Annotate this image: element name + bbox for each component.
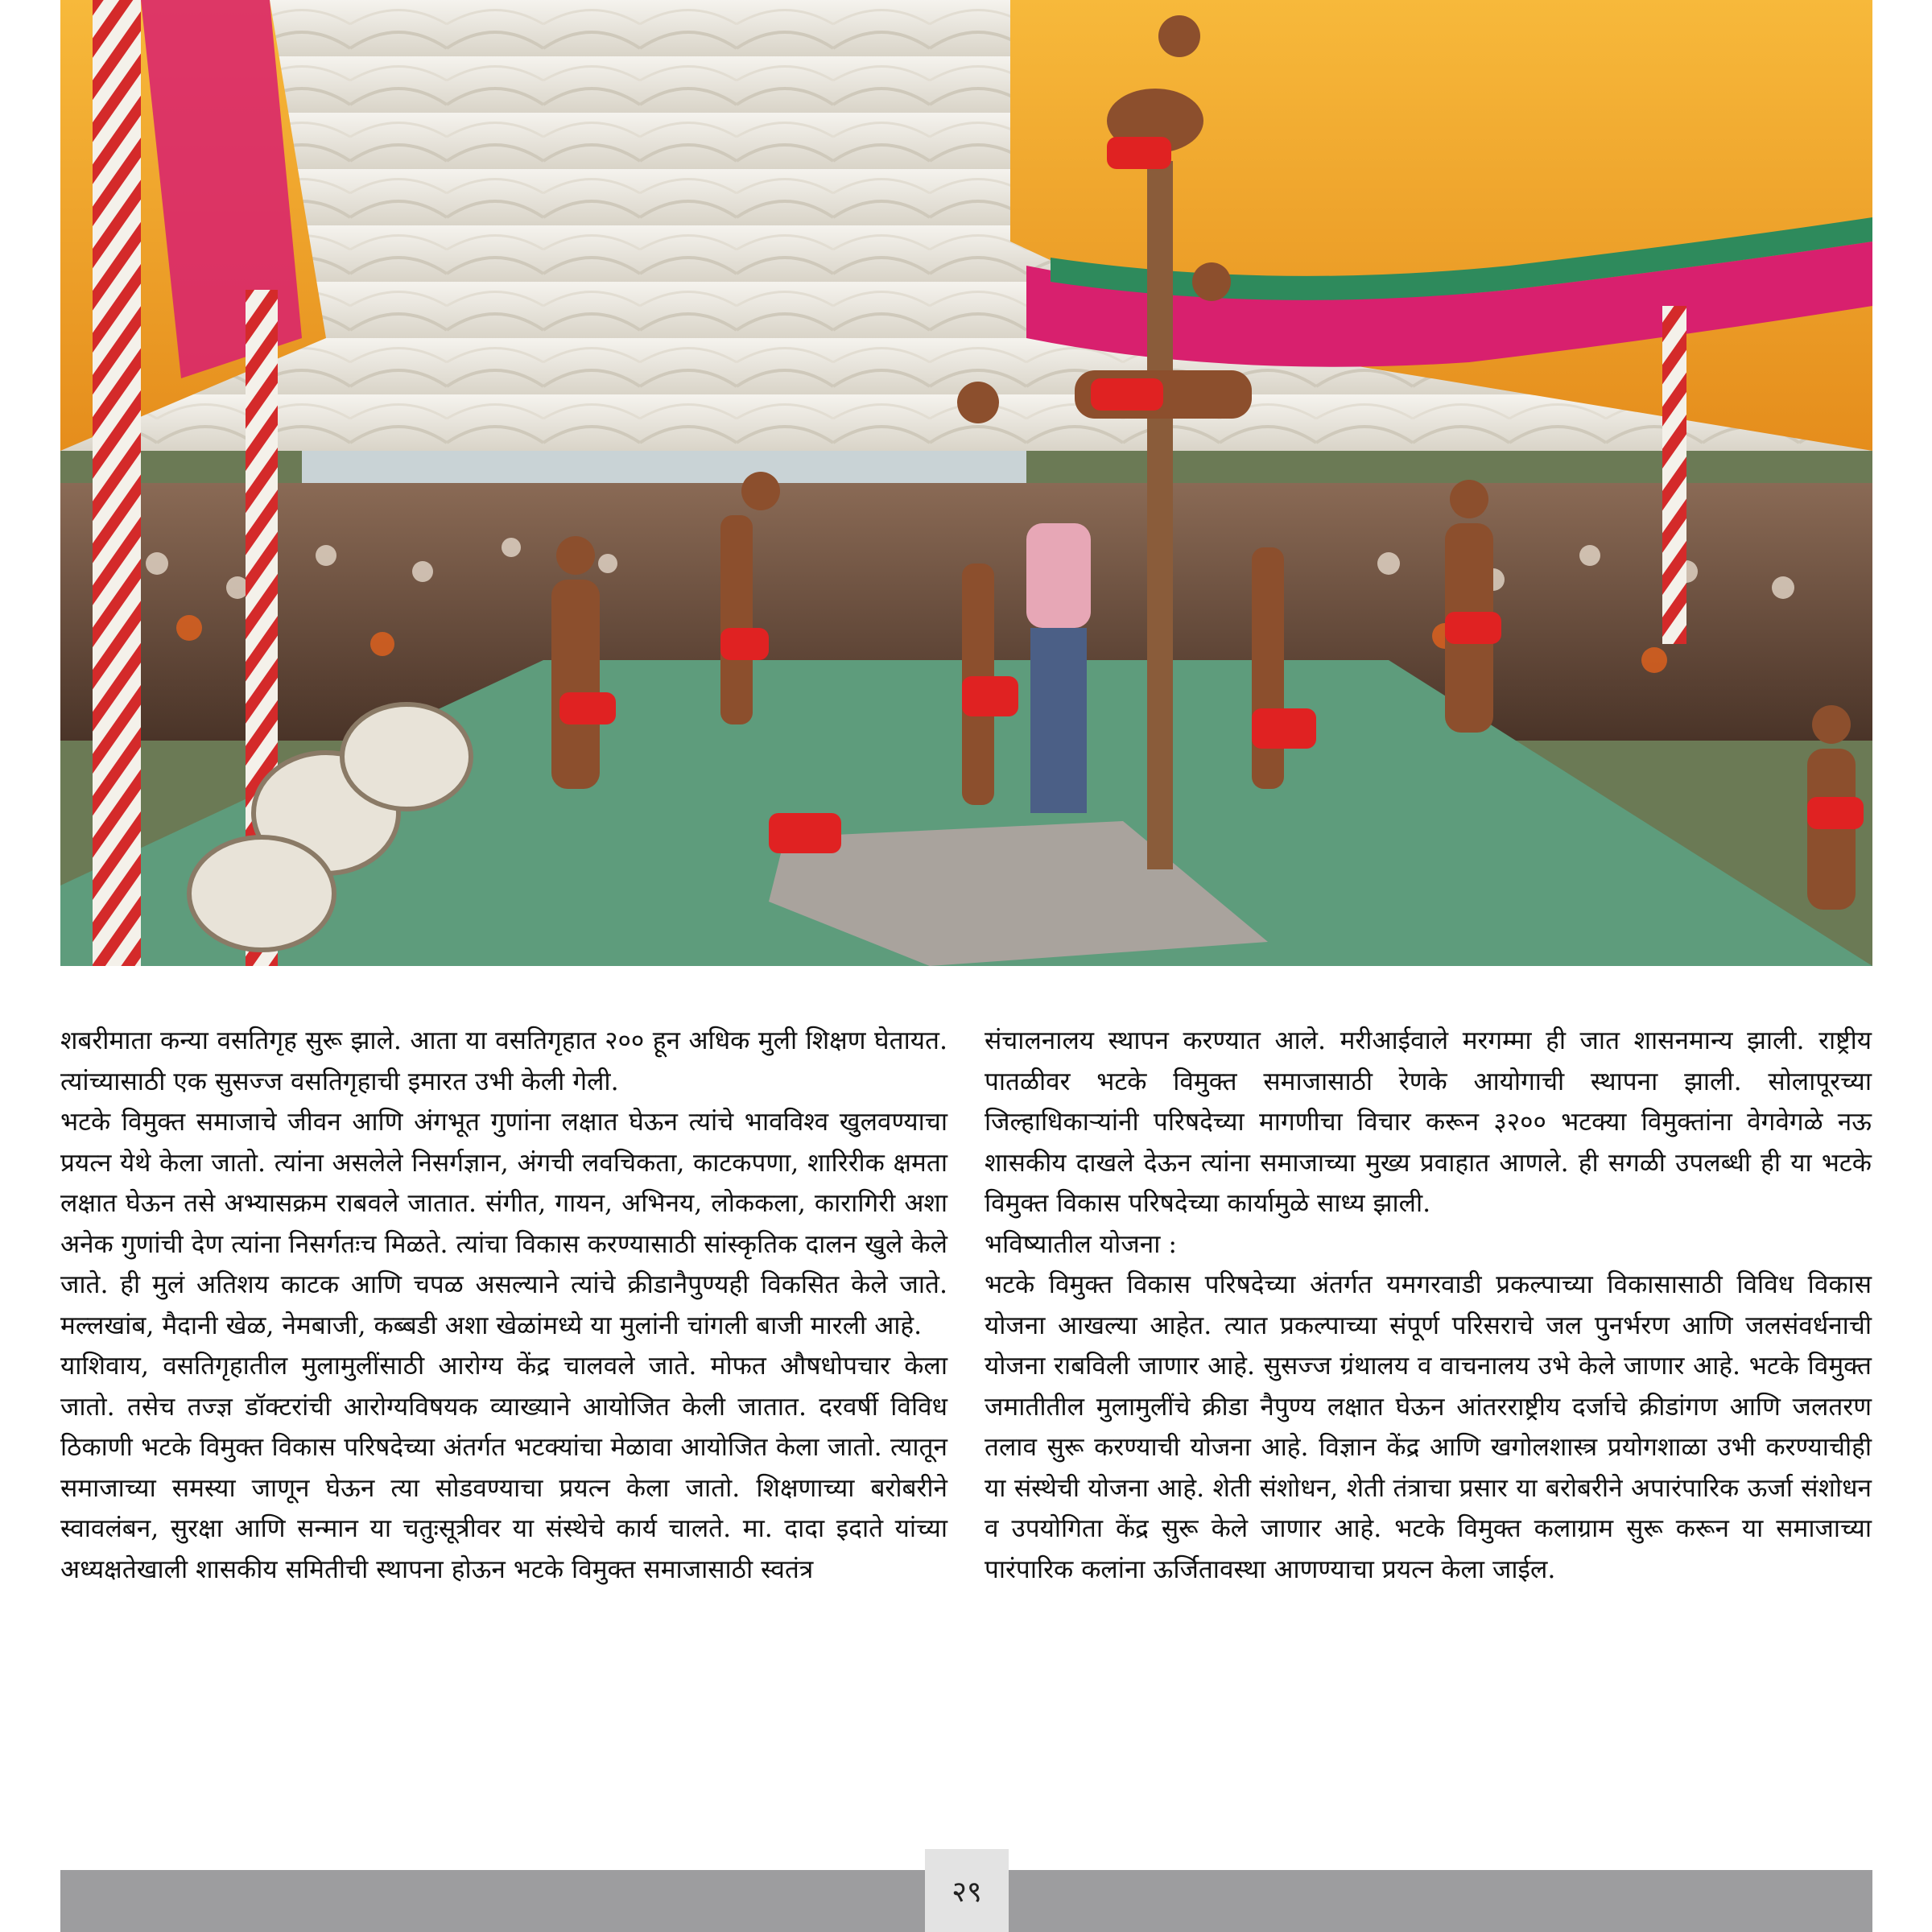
- section-heading: भविष्यातील योजना :: [985, 1229, 1177, 1259]
- paragraph: संचालनालय स्थापन करण्यात आले. मरीआईवाले मरगम्मा ही जात शासनमान्य झाली. राष्ट्रीय पातळीवर भटके विमुक्त समाजासाठी रेणके आयोगाची स्थापना झाली. सोलापूरच्या जिल्हाधिकाऱ्यांनी परिषदेच्या मागणीचा विचार करून ३२०० भटक्या विमुक्तांना वेगवेगळे नऊ शासकीय दाखले देऊन त्यांना समाजाच्या मुख्य प्रवाहात आणले. ही सगळी उपलब्धी ही या भटके विमुक्त विकास परिषदेच्या कार्यामुळे साध्य झाली.: [985, 1026, 1872, 1218]
- right-column: [985, 1021, 1872, 1590]
- page-number-box: [925, 1849, 1009, 1932]
- page-number: २९: [952, 1876, 982, 1909]
- photo-image: [60, 0, 1872, 966]
- left-column: [60, 1021, 947, 1590]
- paragraph: शबरीमाता कन्या वसतिगृह सुरू झाले. आता या वसतिगृहात २०० हून अधिक मुली शिक्षण घेतायत. त्यांच्यासाठी एक सुसज्ज वसतिगृहाची इमारत उभी केली गेली.: [60, 1026, 947, 1096]
- paragraph: भटके विमुक्त विकास परिषदेच्या अंतर्गत यमगरवाडी प्रकल्पाच्या विकासासाठी विविध विकास योजना आखल्या आहेत. त्यात प्रकल्पाच्या संपूर्ण परिसराचे जल पुनर्भरण आणि जलसंवर्धनाची योजना राबविली जाणार आहे. सुसज्ज ग्रंथालय व वाचनालय उभे केले जाणार आहे. भटके विमुक्त जमातीतील मुलामुलींचे क्रीडा नैपुण्य लक्षात घेऊन आंतरराष्ट्रीय दर्जाचे क्रीडांगण आणि जलतरण तलाव सुरू करण्याची योजना आहे. विज्ञान केंद्र आणि खगोलशास्त्र प्रयोगशाळा उभी करण्याचीही या संस्थेची योजना आहे. शेती संशोधन, शेती तंत्राचा प्रसार या बरोबरीने अपारंपारिक ऊर्जा संशोधन व उपयोगिता केंद्र सुरू केले जाणार आहे. भटके विमुक्त कलाग्राम सुरू करून या समाजाच्या पारंपारिक कलांना ऊर्जितावस्था आणण्याचा प्रयत्न केला जाईल.: [985, 1270, 1872, 1584]
- paragraph: भटके विमुक्त समाजाचे जीवन आणि अंगभूत गुणांना लक्षात घेऊन त्यांचे भावविश्व खुलवण्याचा प्रयत्न येथे केला जातो. त्यांना असलेले निसर्गज्ञान, अंगची लवचिकता, काटकपणा, शारिरीक क्षमता लक्षात घेऊन तसे अभ्यासक्रम राबवले जातात. संगीत, गायन, अभिनय, लोककला, कारागिरी अशा अनेक गुणांची देण त्यांना निसर्गतःच मिळते. त्यांचा विकास करण्यासाठी सांस्कृतिक दालन खुले केले जाते. ही मुलं अतिशय काटक आणि चपळ असल्याने त्यांचे क्रीडानैपुण्यही विकसित केले जाते. मल्लखांब, मैदानी खेळ, नेमबाजी, कब्बडी अशा खेळांमध्ये या मुलांनी चांगली बाजी मारली आहे.: [60, 1108, 947, 1340]
- mallakhamb-photo: [60, 0, 1872, 966]
- paragraph: याशिवाय, वसतिगृहातील मुलामुलींसाठी आरोग्य केंद्र चालवले जाते. मोफत औषधोपचार केला जातो. तसेच तज्ज्ञ डॉक्टरांची आरोग्यविषयक व्याख्याने आयोजित केली जातात. दरवर्षी विविध ठिकाणी भटके विमुक्त विकास परिषदेच्या अंतर्गत भटक्यांचा मेळावा आयोजित केला जातो. त्यातून समाजाच्या समस्या जाणून घेऊन त्या सोडवण्याचा प्रयत्न केला जातो. शिक्षणाच्या बरोबरीने स्वावलंबन, सुरक्षा आणि सन्मान या चतुःसूत्रीवर या संस्थेचे कार्य चालते. मा. दादा इदाते यांच्या अध्यक्षतेखाली शासकीय समितीची स्थापना होऊन भटके विमुक्त समाजासाठी स्वतंत्र: [60, 1352, 947, 1584]
